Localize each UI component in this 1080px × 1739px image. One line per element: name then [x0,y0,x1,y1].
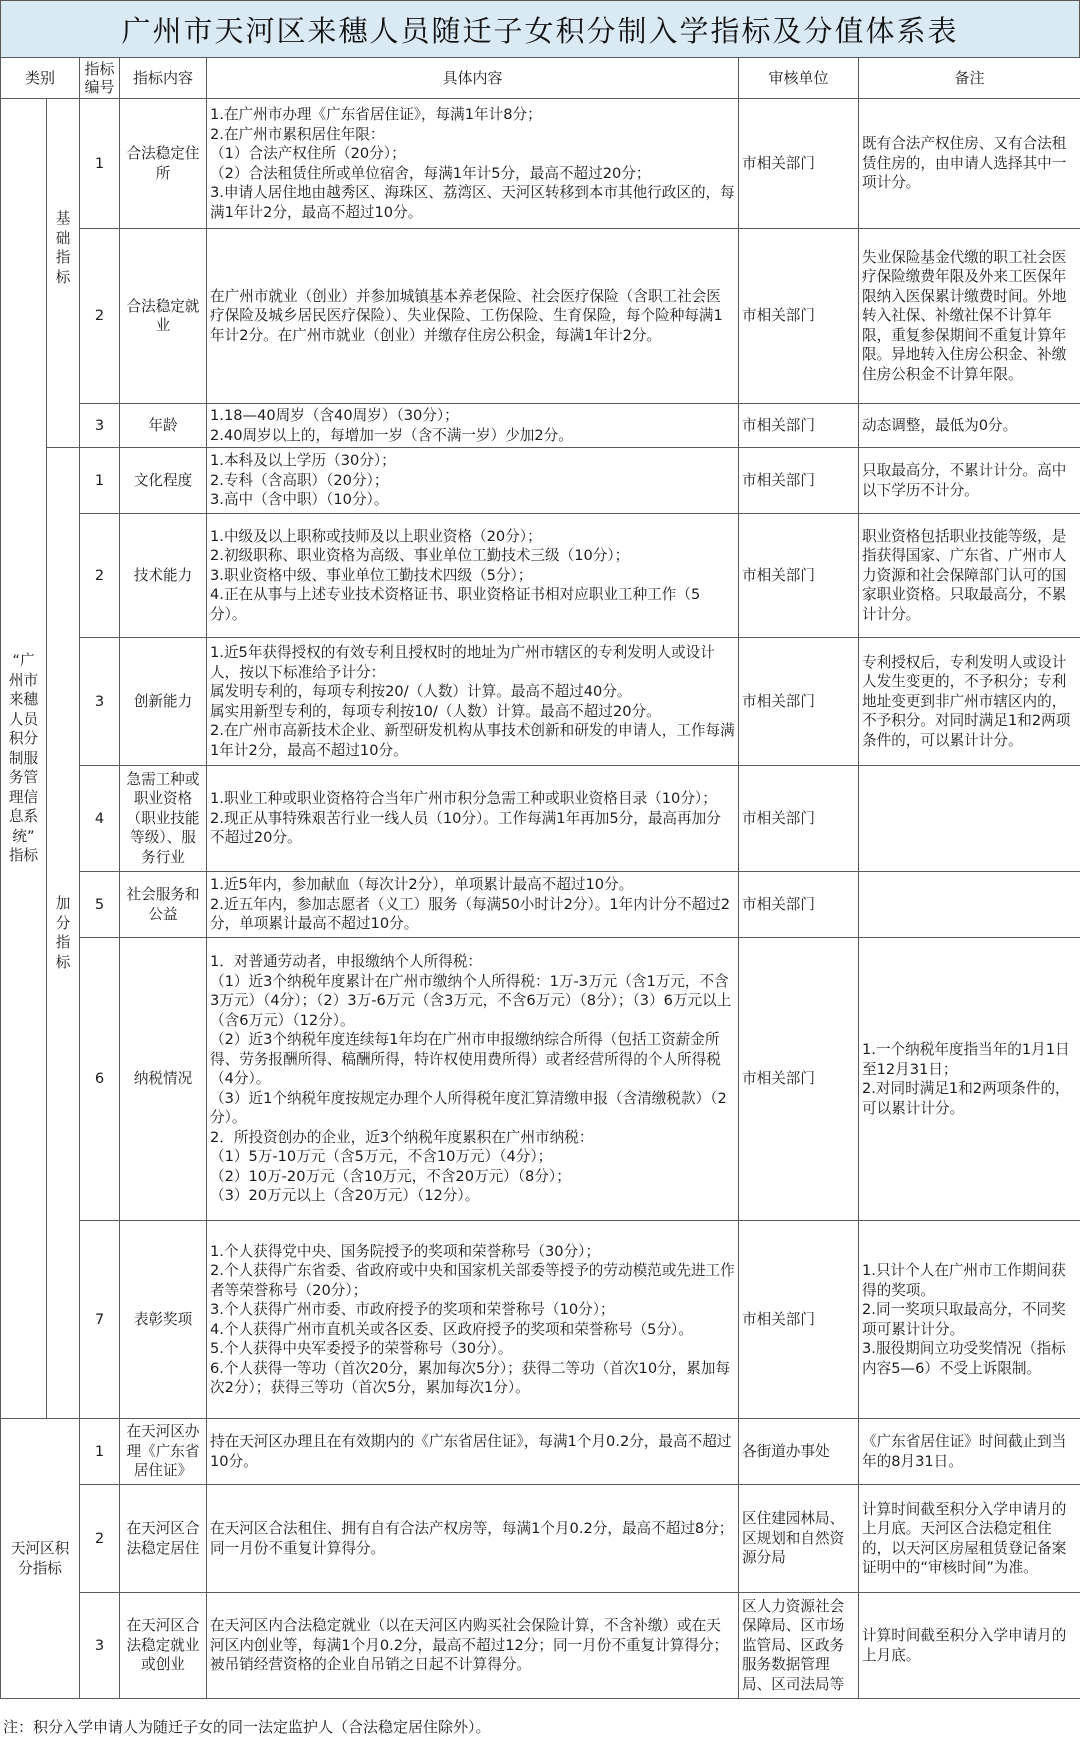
row-remark [859,872,1080,938]
row-indicator: 在天河区办 理《广东省 居住证》 [120,1419,207,1485]
row-detail: 1.近5年内，参加献血（每次计2分），单项累计最高不超过10分。 2.近五年内，参加志愿者（义工）服务（每满50小时计2分）。1年内计分不超过2分，单项累计最高不超过10分。 [207,872,739,938]
table-row [1,938,1080,1221]
row-indicator: 纳税情况 [120,938,207,1221]
row-unit: 各街道办事处 [739,1419,859,1485]
row-unit: 市相关部门 [739,638,859,766]
row-indicator: 年龄 [120,404,207,448]
row-remark: 1.一个纳税年度指当年的1月1日至12月31日； 2.对同时满足1和2两项条件的，可以累计计分。 [859,938,1080,1221]
row-remark: 既有合法产权住房、又有合法租赁住房的，由申请人选择其中一项计分。 [859,99,1080,229]
row-indicator: 社会服务和 公益 [120,872,207,938]
row-detail: 在天河区内合法稳定就业（以在天河区内购买社会保险计算，不含补缴）或在天河区内创业等，每满1个月0.2分，最高不超过12分；同一月份不重复计算得分；被吊销经营资格的企业自吊销之日起不计算得分。 [207,1593,739,1699]
row-unit: 市相关部门 [739,514,859,638]
table-row [1,99,1080,229]
category-bonus: 加 分 指 标 [47,448,80,1419]
header-code: 指标 编号 [80,58,120,99]
table-row [1,448,1080,514]
row-unit: 市相关部门 [739,229,859,404]
category-main: “广 州市 来穗 人员 积分 制服 务管 理信 息系 统” 指标 [1,99,47,1419]
row-indicator: 创新能力 [120,638,207,766]
row-remark: 职业资格包括职业技能等级，是指获得国家、广东省、广州市人力资源和社会保障部门认可的国家职业资格。只取最高分，不累计计分。 [859,514,1080,638]
row-no: 2 [80,1485,120,1593]
row-remark: 计算时间截至积分入学申请月的上月底。 [859,1593,1080,1699]
row-detail: 持在天河区办理且在有效期内的《广东省居住证》，每满1个月0.2分，最高不超过10分。 [207,1419,739,1485]
table-row [1,514,1080,638]
row-unit: 区住建园林局、区规划和自然资源分局 [739,1485,859,1593]
row-detail: 1.个人获得党中央、国务院授予的奖项和荣誉称号（30分）； 2.个人获得广东省委、省政府或中央和国家机关部委等授予的劳动模范或先进工作者等荣誉称号（20分）； 3.个人获得广州市委、市政府授予的奖项和荣誉称号（10分）； 4.个人获得广州市直机关或各区委、区政府授予的奖项和荣誉称号（5分）。 5.个人获得中央军委授予的荣誉称号（30分）。 6.个人获得一等功（首次20分，累加每次5分）；获得二等功（首次10分，累加每次2分）；获得三等功（首次5分，累加每次1分）。 [207,1221,739,1419]
table-row [1,1419,1080,1485]
row-detail: 1.在广州市办理《广东省居住证》，每满1年计8分； 2.在广州市累积居住年限： （1）合法产权住所（20分）； （2）合法租赁住所或单位宿舍，每满1年计5分，最高不超过20分； 3.申请人居住地由越秀区、海珠区、荔湾区、天河区转移到本市其他行政区的，每满1年计2分，最高不超过10分。 [207,99,739,229]
row-no: 1 [80,448,120,514]
row-no: 6 [80,938,120,1221]
row-detail: 1.18—40周岁（含40周岁）（30分）； 2.40周岁以上的，每增加一岁（含不满一岁）少加2分。 [207,404,739,448]
header-detail: 具体内容 [207,58,739,99]
page-title: 广州市天河区来穗人员随迁子女积分制入学指标及分值体系表 [0,0,1080,57]
header-remark: 备注 [859,58,1080,99]
row-no: 4 [80,766,120,872]
row-detail: 1.职业工种或职业资格符合当年广州市积分急需工种或职业资格目录（10分）； 2.现正从事特殊艰苦行业一线人员（10分）。工作每满1年再加5分，最高再加分不超过20分。 [207,766,739,872]
category-basic: 基 础 指 标 [47,99,80,448]
row-indicator: 合法稳定就 业 [120,229,207,404]
row-no: 1 [80,99,120,229]
row-remark: 只取最高分，不累计计分。高中以下学历不计分。 [859,448,1080,514]
table-row [1,638,1080,766]
table-row [1,1485,1080,1593]
footnote: 注：积分入学申请人为随迁子女的同一法定监护人（合法稳定居住除外）。 [3,1718,491,1736]
row-detail: 在天河区合法租住、拥有自有合法产权房等，每满1个月0.2分，最高不超过8分；同一月份不重复计算得分。 [207,1485,739,1593]
row-unit: 市相关部门 [739,766,859,872]
row-unit: 市相关部门 [739,404,859,448]
row-unit: 区人力资源社会保障局、区市场监管局、区政务服务数据管理局、区司法局等 [739,1593,859,1699]
row-no: 2 [80,229,120,404]
row-detail: 1．对普通劳动者，申报缴纳个人所得税： （1）近3个纳税年度累计在广州市缴纳个人所得税：1万-3万元（含1万元，不含3万元）（4分）；（2）3万-6万元（含3万元，不含6万元）（8分）；（3）6万元以上（含6万元）（12分）。 （2）近3个纳税年度连续每1年均在广州市申报缴纳综合所得（包括工资薪金所得、劳务报酬所得、稿酬所得，特许权使用费所得）或者经营所得的个人所得税（4分）。 （3）近1个纳税年度按规定办理个人所得税年度汇算清缴申报（含清缴税款）（2分）。 2．所投资创办的企业，近3个纳税年度累积在广州市纳税： （1）5万-10万元（含5万元，不含10万元）（4分）； （2）10万-20万元（含10万元，不含20万元）（8分）； （3）20万元以上（含20万元）（12分）。 [207,938,739,1221]
row-unit: 市相关部门 [739,938,859,1221]
row-no: 2 [80,514,120,638]
row-indicator: 在天河区合 法稳定居住 [120,1485,207,1593]
row-indicator: 在天河区合 法稳定就业 或创业 [120,1593,207,1699]
row-remark: 动态调整，最低为0分。 [859,404,1080,448]
row-no: 5 [80,872,120,938]
row-indicator: 表彰奖项 [120,1221,207,1419]
row-remark: 专利授权后，专利发明人或设计人发生变更的，不予积分；专利地址变更到非广州市辖区内的，不予积分。对同时满足1和2两项条件的，可以累计计分。 [859,638,1080,766]
row-unit: 市相关部门 [739,99,859,229]
table-row [1,1221,1080,1419]
table-row [1,766,1080,872]
table-row [1,872,1080,938]
table-row [1,229,1080,404]
row-no: 3 [80,638,120,766]
header-unit: 审核单位 [739,58,859,99]
row-no: 7 [80,1221,120,1419]
row-remark [859,766,1080,872]
row-remark: 《广东省居住证》时间截止到当年的8月31日。 [859,1419,1080,1485]
row-indicator: 急需工种或 职业资格 （职业技能 等级）、服 务行业 [120,766,207,872]
row-no: 1 [80,1419,120,1485]
category-district: 天河区积 分指标 [1,1419,80,1699]
header-category: 类别 [1,58,80,99]
row-indicator: 文化程度 [120,448,207,514]
row-remark: 1.只计个人在广州市工作期间获得的奖项。 2.同一奖项只取最高分，不同奖项可累计计分。 3.服役期间立功受奖情况（指标内容5—6）不受上诉限制。 [859,1221,1080,1419]
row-remark: 失业保险基金代缴的职工社会医疗保险缴费年限及外来工医保年限纳入医保累计缴费时间。外地转入社保、补缴社保不计算年限，重复参保期间不重复计算年限。异地转入住房公积金、补缴住房公积金不计算年限。 [859,229,1080,404]
row-remark: 计算时间截至积分入学申请月的上月底。天河区合法稳定租住的，以天河区房屋租赁登记备案证明中的“审核时间”为准。 [859,1485,1080,1593]
row-no: 3 [80,1593,120,1699]
row-detail: 1.近5年获得授权的有效专利且授权时的地址为广州市辖区的专利发明人或设计人，按以下标准给予计分： 属发明专利的，每项专利按20/（人数）计算。最高不超过40分。 属实用新型专利的，每项专利按10/（人数）计算。最高不超过20分。 2.在广州市高新技术企业、新型研发机构从事技术创新和研发的申请人，工作每满1年计2分，最高不超过10分。 [207,638,739,766]
header-row [1,58,1080,99]
row-detail: 1.本科及以上学历（30分）； 2.专科（含高职）（20分）； 3.高中（含中职）（10分）。 [207,448,739,514]
row-unit: 市相关部门 [739,872,859,938]
row-unit: 市相关部门 [739,1221,859,1419]
table-row [1,1593,1080,1699]
row-indicator: 合法稳定住 所 [120,99,207,229]
table-row [1,404,1080,448]
indicator-table [0,57,1080,1699]
header-indicator: 指标内容 [120,58,207,99]
row-unit: 市相关部门 [739,448,859,514]
row-detail: 1.中级及以上职称或技师及以上职业资格（20分）； 2.初级职称、职业资格为高级、事业单位工勤技术三级（10分）； 3.职业资格中级、事业单位工勤技术四级（5分）； 4.正在从事与上述专业技术资格证书、职业资格证书相对应职业工种工作（5分）。 [207,514,739,638]
row-no: 3 [80,404,120,448]
row-indicator: 技术能力 [120,514,207,638]
row-detail: 在广州市就业（创业）并参加城镇基本养老保险、社会医疗保险（含职工社会医疗保险及城乡居民医疗保险）、失业保险、工伤保险、生育保险，每个险种每满1年计2分。在广州市就业（创业）并缴存住房公积金，每满1年计2分。 [207,229,739,404]
